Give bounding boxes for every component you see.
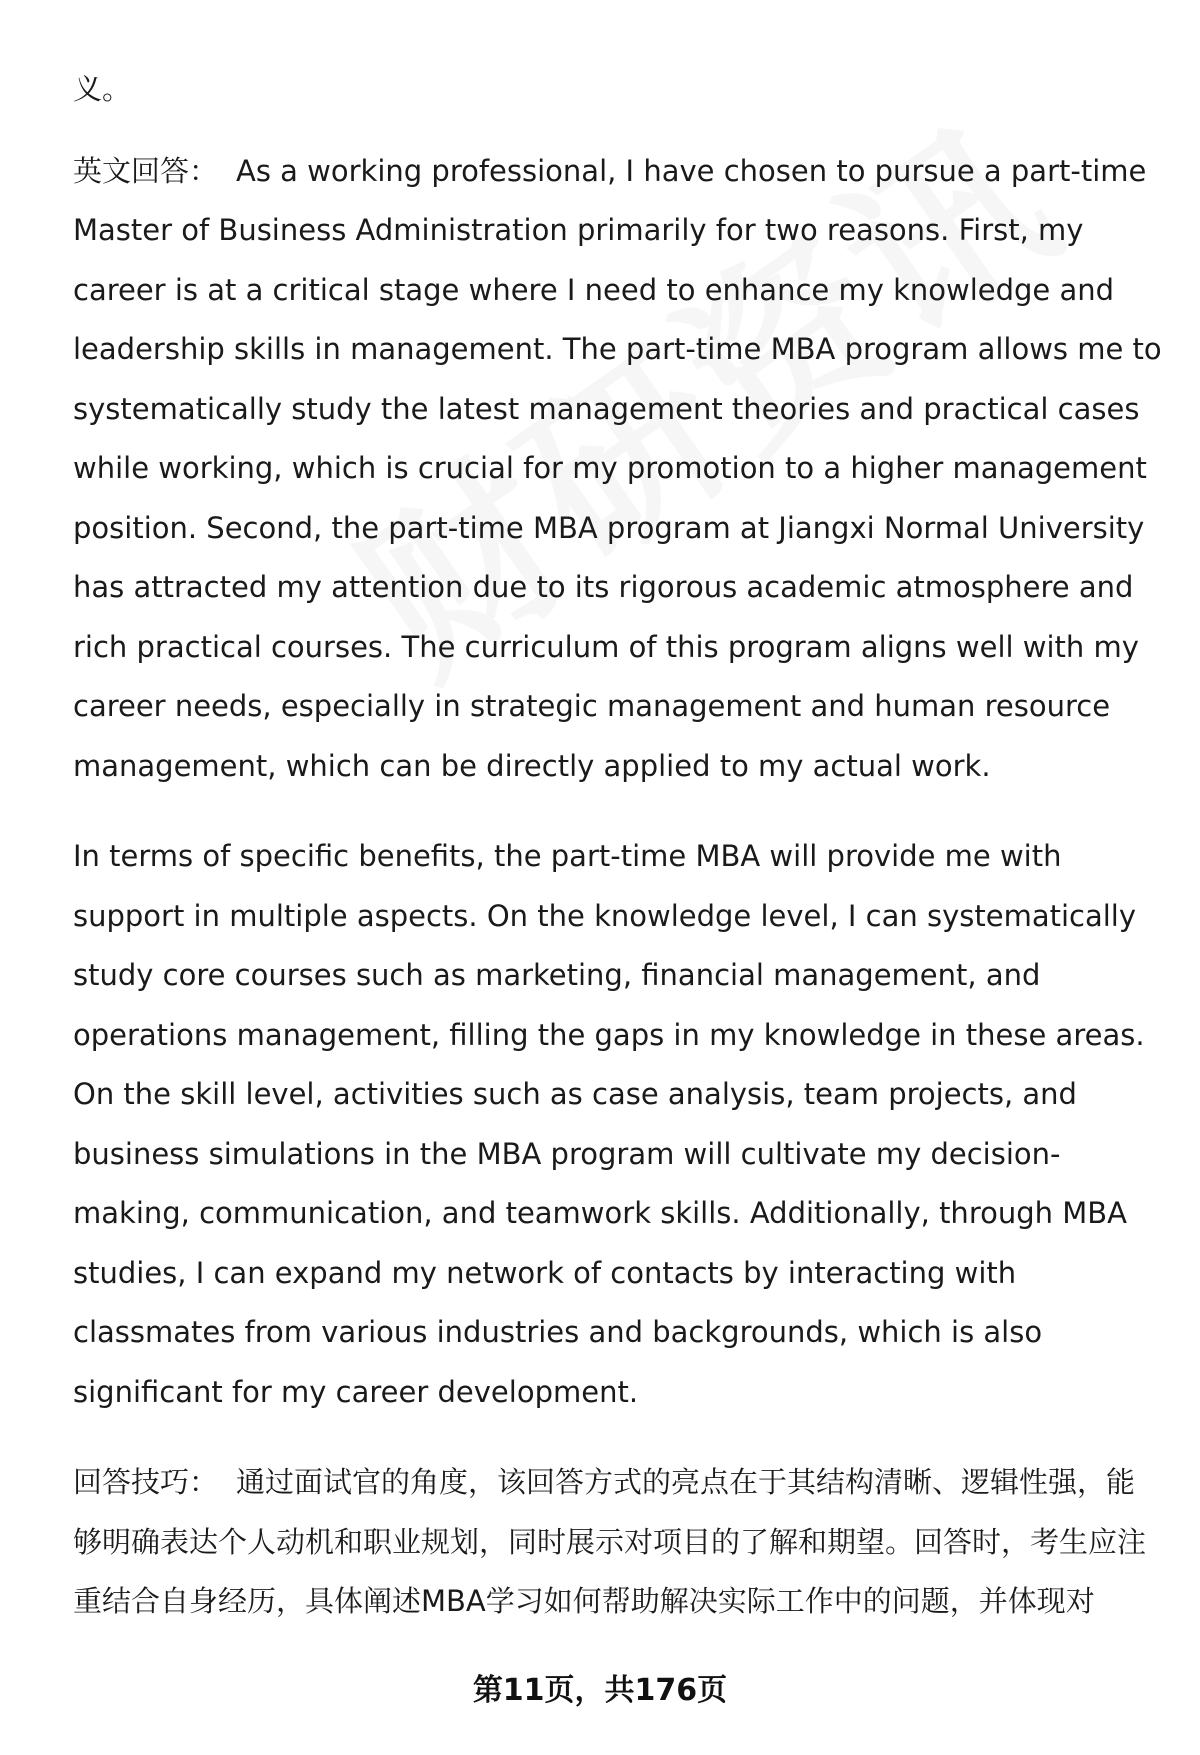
english-answer-paragraph-1	[73, 142, 1163, 797]
english-answer-paragraph-2: In terms of specific benefits, the part-time MBA will provide me with support in multiple aspects. On the knowledge level, I can systematically study core courses such as marketing, financial management, and operations management, filling the gaps in my knowledge in these areas. On the skill level, activities such as case analysis, team projects, and business simulations in the MBA program will cultivate my decision-making, communication, and teamwork skills. Additionally, through MBA studies, I can expand my network of contacts by interacting with classmates from various industries and backgrounds, which is also significant for my career development.	[73, 839, 1145, 1409]
english-answer-text-1: As a working professional, I have chosen to pursue a part-time Master of Business Administration primarily for two reasons. First, my career is at a critical stage where I need to enhance my knowledge and leadership skills in management. The part-time MBA program allows me to systematically study the latest management theories and practical cases while working, which is crucial for my promotion to a higher management position. Second, the part-time MBA program at Jiangxi Normal University has attracted my attention due to its rigorous academic atmosphere and rich practical courses. The curriculum of this program aligns well with my career needs, especially in strategic management and human resource management, which can be directly applied to my actual work.	[73, 153, 1162, 783]
document-body	[73, 60, 1163, 1663]
continuation-text: 义。	[73, 72, 132, 106]
tips-text: 通过面试官的角度，该回答方式的亮点在于其结构清晰、逻辑性强，能够明确表达个人动机和职业规划，同时展示对项目的了解和期望。回答时，考生应注重结合自身经历，具体阐述MBA学习如何帮助解决实际工作中的问题，并体现对	[73, 1465, 1147, 1618]
page-indicator: 第11页，共176页	[472, 1673, 728, 1708]
tips-paragraph	[73, 1453, 1163, 1632]
english-answer-label: 英文回答：	[73, 153, 219, 188]
tips-label: 回答技巧：	[73, 1465, 219, 1499]
